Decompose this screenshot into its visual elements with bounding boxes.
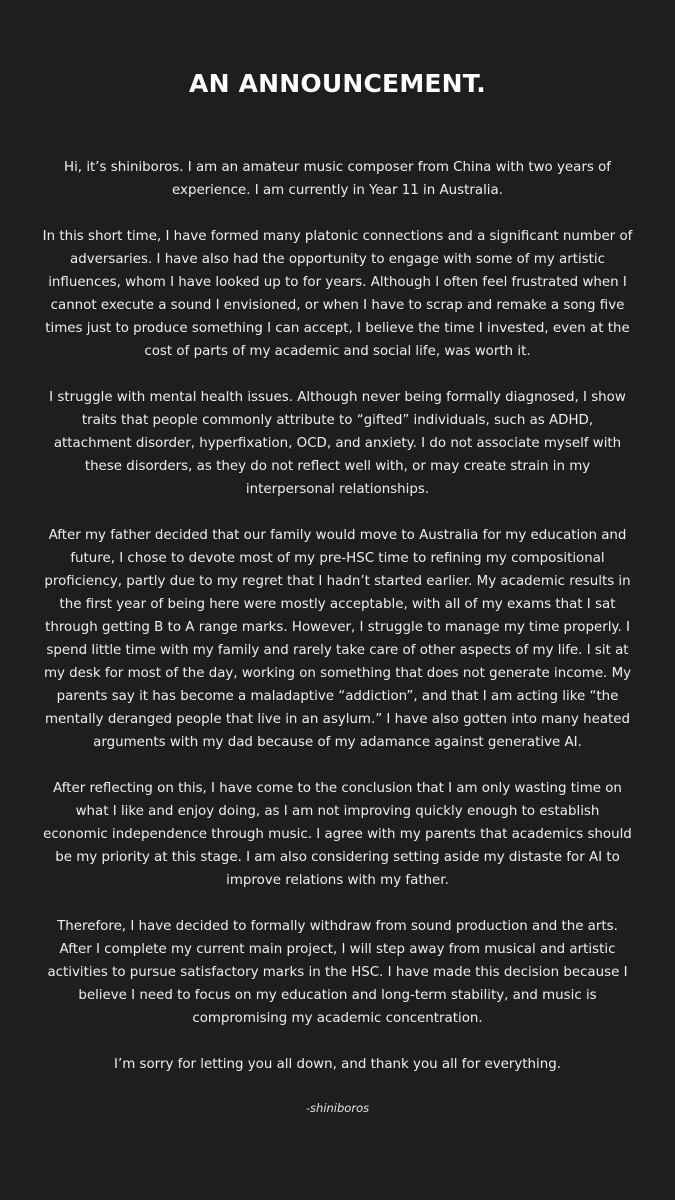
paragraph-connections: In this short time, I have formed many platonic connections and a significant number of adversaries. I have also had the opportunity to engage with some of my artistic influences, whom I have looked up to for years. Although I often feel frustrated when I cannot execute a sound I envisioned, or when I have to scrap and remake a song five times just to produce something I can accept, I believe the time I invested, even at the cost of parts of my academic and social life, was worth it. xyxy=(42,229,633,359)
paragraph-decision: Therefore, I have decided to formally withdraw from sound production and the arts. After I complete my current main project, I will step away from musical and artistic activities to pursue satisfactory marks in the HSC. I have made this decision because I believe I need to focus on my education and long-term stability, and music is compromising my academic concentration. xyxy=(47,919,628,1026)
paragraph-mental-health: I struggle with mental health issues. Although never being formally diagnosed, I show traits that people commonly attribute to “gifted” individuals, such as ADHD, attachment disorder, hyperfixation, OCD, and anxiety. I do not associate myself with these disorders, as they do not reflect well with, or may create strain in my interpersonal relationships. xyxy=(49,390,626,497)
paragraph-reflection: After reflecting on this, I have come to the conclusion that I am only wasting time on what I like and enjoy doing, as I am not improving quickly enough to establish economic independence through music. I agree with my parents that academics should be my priority at this stage. I am also considering setting aside my distaste for AI to improve relations with my father. xyxy=(43,781,632,888)
paragraph-thanks: I’m sorry for letting you all down, and thank you all for everything. xyxy=(114,1057,561,1072)
paragraph-family-situation: After my father decided that our family would move to Australia for my education and future, I chose to devote most of my pre-HSC time to refining my compositional proficiency, partly due to my regret that I hadn’t started earlier. My academic results in the first year of being here were mostly acceptable, with all of my exams that I sat through getting B to A range marks. However, I struggle to manage my time properly. I spend little time with my family and rarely take care of other aspects of my life. I sit at my desk for most of the day, working on something that does not generate income. My parents say it has become a maladaptive “addiction”, and that I am acting like “the mentally deranged people that live in an asylum.” I have also gotten into many heated arguments with my dad because of my adamance against generative AI. xyxy=(43,528,632,750)
paragraph-introduction: Hi, it’s shiniboros. I am an amateur music composer from China with two years of experience. I am currently in Year 11 in Australia. xyxy=(64,160,611,198)
announcement-title: AN ANNOUNCEMENT. xyxy=(189,69,486,98)
signature: -shiniboros xyxy=(305,1101,370,1115)
